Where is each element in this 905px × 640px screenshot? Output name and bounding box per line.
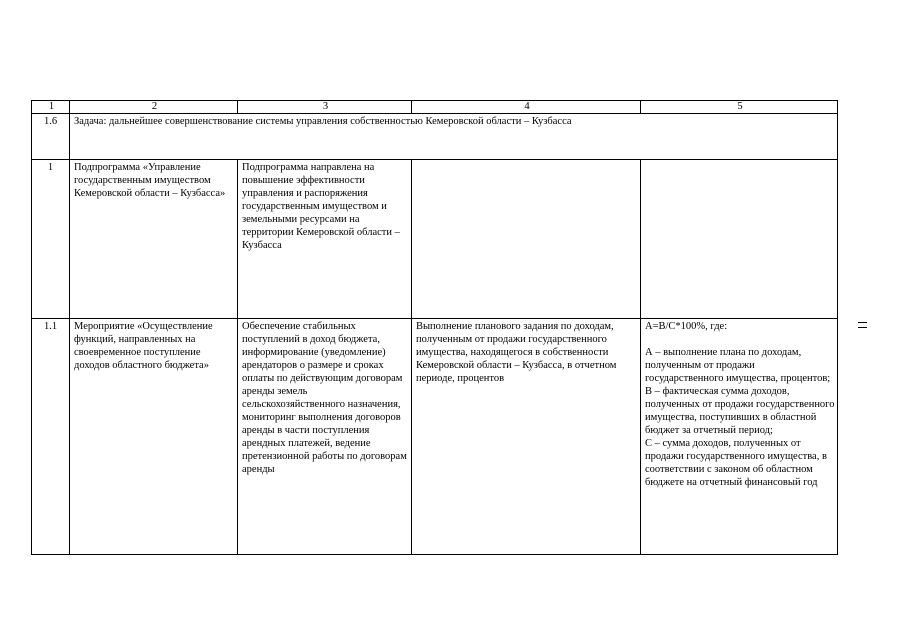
header-row	[32, 101, 838, 114]
subprogram-description: Подпрограмма направлена на повышение эффективности управления и распоряжения государственным имуществом и земельными ресурсами на территории Кемеровской области – Кузбасса	[238, 160, 412, 319]
subprogram-formula	[641, 160, 838, 319]
subprogram-row	[32, 160, 838, 319]
header-cell-1: 1	[32, 101, 70, 114]
header-cell-3: 3	[238, 101, 412, 114]
task-row	[32, 114, 838, 160]
activity-description: Обеспечение стабильных поступлений в доход бюджета, информирование (уведомление) арендаторов о размере и сроках оплаты по действующим договорам аренды земель сельскохозяйственного назначения, мониторинг выполнения договоров аренды в части поступления арендных платежей, ведение претензионной работы по договорам аренды	[238, 319, 412, 555]
indicators-table	[31, 100, 838, 555]
margin-mark	[858, 322, 867, 329]
subprogram-name: Подпрограмма «Управление государственным имуществом Кемеровской области – Кузбасса»	[70, 160, 238, 319]
header-cell-4: 4	[412, 101, 641, 114]
activity-row	[32, 319, 838, 555]
task-number: 1.6	[32, 114, 70, 160]
activity-indicator: Выполнение планового задания по доходам, полученным от продажи государственного имущества, находящегося в собственности Кемеровской области – Кузбасса, в отчетном периоде, процентов	[412, 319, 641, 555]
header-cell-5: 5	[641, 101, 838, 114]
activity-number: 1.1	[32, 319, 70, 555]
header-cell-2: 2	[70, 101, 238, 114]
subprogram-number: 1	[32, 160, 70, 319]
activity-formula: A=B/C*100%, где: А – выполнение плана по доходам, полученным от продажи государственного имущества, процентов; В – фактическая сумма доходов, полученных от продажи государственного имущества, поступивших в областной бюджет за отчетный период; С – сумма доходов, полученных от продажи государственного имущества, в соответствии с законом об областном бюджете на отчетный финансовый год	[641, 319, 838, 555]
subprogram-indicator	[412, 160, 641, 319]
task-text: Задача: дальнейшее совершенствование системы управления собственностью Кемеровской области – Кузбасса	[70, 114, 838, 160]
activity-name: Мероприятие «Осуществление функций, направленных на своевременное поступление доходов областного бюджета»	[70, 319, 238, 555]
